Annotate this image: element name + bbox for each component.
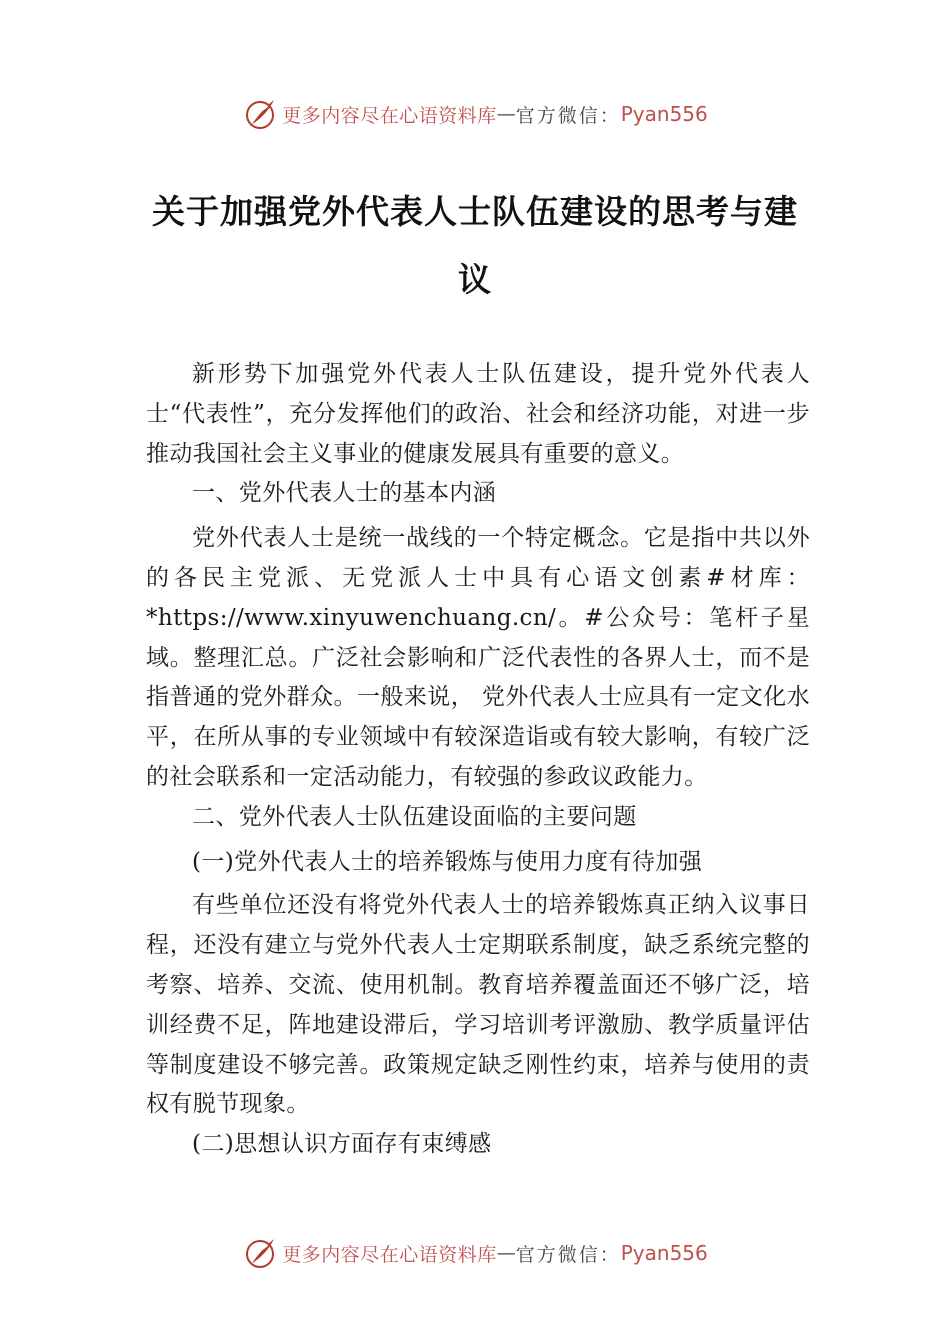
paragraph-training: 有些单位还没有将党外代表人士的培养锻炼真正纳入议事日程，还没有建立与党外代表人士定期联系制度，缺乏系统完整的考察、培养、交流、使用机制。教育培养覆盖面还不够广泛，培训经费不足，阵地建设滞后，学习培训考评激励、教学质量评估等制度建设不够完善。政策规定缺乏刚性约束，培养与使用的责权有脱节现象。 — [146, 892, 810, 1118]
banner-text: 更多内容尽在心语资料库 — [282, 104, 497, 127]
quill-logo-icon — [242, 96, 278, 132]
banner-wechat-label: 官方微信： — [515, 1243, 621, 1266]
banner-text: 更多内容尽在心语资料库 — [282, 1243, 497, 1266]
paragraph-intro: 新形势下加强党外代表人士队伍建设，提升党外代表人士“代表性”，充分发挥他们的政治、社会和经济功能，对进一步推动我国社会主义事业的健康发展具有重要的意义。 — [146, 361, 810, 467]
section-heading-2: 二、党外代表人士队伍建设面临的主要问题 — [192, 803, 637, 830]
document-body — [146, 355, 810, 1165]
document-title: 关于加强党外代表人士队伍建设的思考与建议 — [152, 192, 798, 299]
paragraph-definition: 党外代表人士是统一战线的一个特定概念。它是指中共以外的各民主党派、无党派人士中具有心语文创素#材库：*https://www.xinyuwenchuang.cn/。#公众号：笔杆子星域。整理汇总。广泛社会影响和广泛代表性的各界人士，而不是指普通的党外群众。一般来说， 党外代表人士应具有一定文化水平，在所从事的专业领域中有较深造诣或有较大影响，有较广泛的社会联系和一定活动能力，有较强的参政议政能力。 — [146, 525, 810, 790]
banner-separator: — — [496, 1242, 516, 1264]
banner-wechat-id: Pyan556 — [620, 102, 708, 126]
subsection-heading-1: (一)党外代表人士的培养锻炼与使用力度有待加强 — [192, 848, 703, 875]
section-heading-1: 一、党外代表人士的基本内涵 — [192, 480, 497, 507]
banner-separator: — — [496, 103, 516, 125]
quill-logo-icon — [242, 1235, 278, 1271]
banner-wechat-id: Pyan556 — [620, 1241, 708, 1265]
header-banner — [0, 94, 950, 134]
subsection-heading-2: (二)思想认识方面存有束缚感 — [192, 1131, 492, 1158]
footer-banner — [0, 1233, 950, 1273]
banner-wechat-label: 官方微信： — [515, 104, 621, 127]
